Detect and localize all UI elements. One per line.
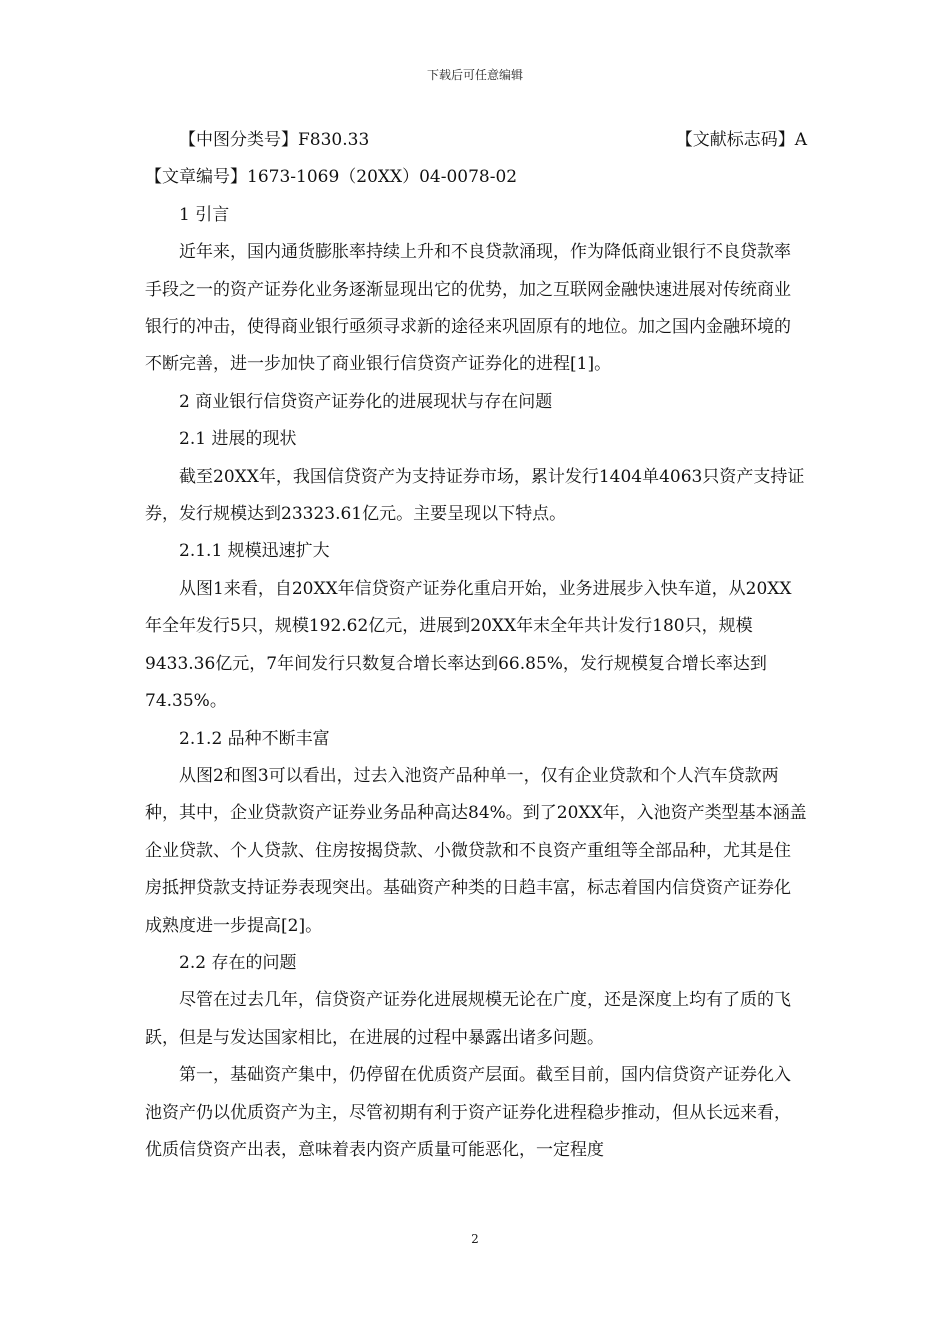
classification-number — [179, 122, 369, 159]
heading-section-2: 2 商业银行信贷资产证券化的进展现状与存在问题 — [179, 391, 553, 412]
article-number-value: 1673-1069（20XX）04-0078-02 — [247, 167, 518, 188]
heading-section-2-2: 2.2 存在的问题 — [179, 952, 297, 973]
document-code-value: A — [794, 130, 807, 150]
heading-introduction: 1 引言 — [179, 204, 230, 225]
heading-section-2-1: 2.1 进展的现状 — [179, 429, 297, 450]
paragraph: 第一，基础资产集中，仍停留在优质资产层面。截至目前，国内信贷资产证券化入池资产仍以优质资产为主，尽管初期有利于资产证券化进程稳步推动，但从长远来看，优质信贷资产出表，意味着表内资产质量可能恶化，一定程度 — [145, 1065, 791, 1160]
document-code-label: 【文献标志码】 — [675, 130, 795, 150]
paragraph: 近年来，国内通货膨胀率持续上升和不良贷款涌现，作为降低商业银行不良贷款率手段之一的资产证券化业务逐渐显现出它的优势，加之互联网金融快速进展对传统商业银行的冲击，使得商业银行亟须寻求新的途径来巩固原有的地位。加之国内金融环境的不断完善，进一步加快了商业银行信贷资产证券化的进程[1]。 — [145, 242, 791, 375]
paragraph: 截至20XX年，我国信贷资产为支持证券市场，累计发行1404单4063只资产支持证券，发行规模达到23323.61亿元。主要呈现以下特点。 — [145, 466, 805, 525]
classification-label: 【中图分类号】 — [179, 130, 298, 150]
heading-section-2-1-1: 2.1.1 规模迅速扩大 — [179, 541, 330, 562]
document-body — [145, 122, 807, 1169]
article-number — [145, 159, 807, 196]
heading-section-2-1-2: 2.1.2 品种不断丰富 — [179, 728, 330, 749]
document-code — [676, 122, 807, 159]
paragraph: 尽管在过去几年，信贷资产证券化进展规模无论在广度，还是深度上均有了质的飞跃，但是与发达国家相比，在进展的过程中暴露出诸多问题。 — [145, 990, 791, 1048]
paragraph: 从图2和图3可以看出，过去入池资产品种单一，仅有企业贷款和个人汽车贷款两种，其中，企业贷款资产证券业务品种高达84%。到了20XX年，入池资产类型基本涵盖企业贷款、个人贷款、住房按揭贷款、小微贷款和不良资产重组等全部品种，尤其是住房抵押贷款支持证券表现突出。基础资产种类的日趋丰富，标志着国内信贷资产证券化成熟度进一步提高[2]。 — [145, 765, 807, 936]
article-number-label: 【文章编号】 — [145, 167, 247, 188]
page-number: 2 — [471, 1232, 479, 1246]
paragraph: 从图1来看，自20XX年信贷资产证券化重启开始，业务进展步入快车道，从20XX年全年发行5只，规模192.62亿元，进展到20XX年末全年共计发行180只，规模9433.36亿元，7年间发行只数复合增长率达到66.85%，发行规模复合增长率达到74.35%。 — [145, 578, 792, 712]
page-header: 下载后可任意编辑 — [426, 68, 523, 82]
classification-value: F830.33 — [298, 130, 370, 150]
meta-row — [145, 122, 807, 159]
